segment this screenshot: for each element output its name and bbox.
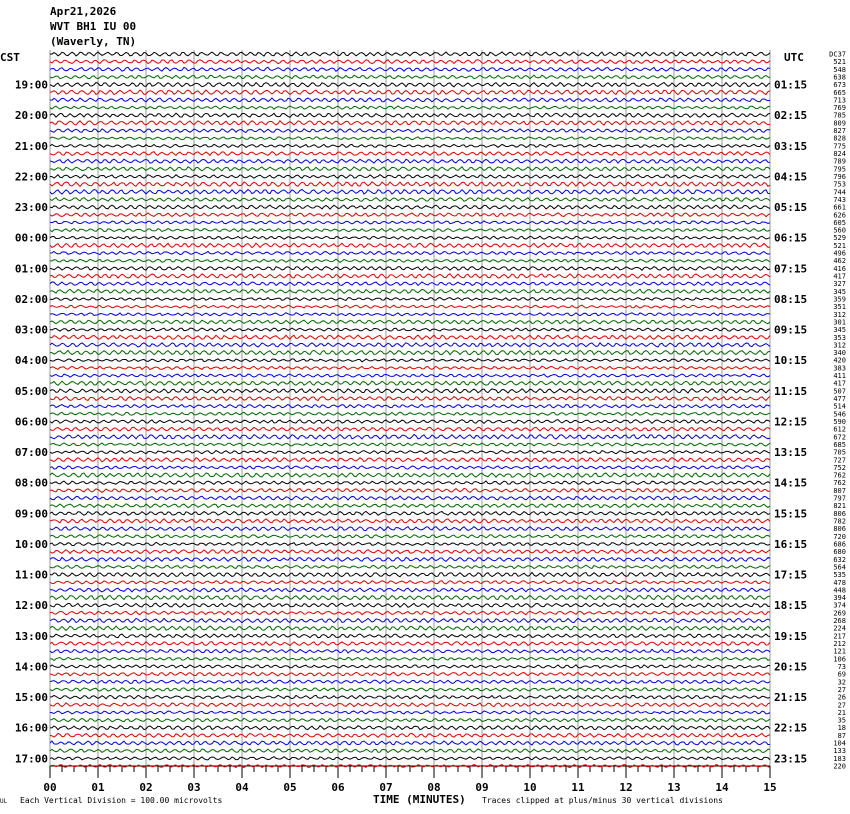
trace-rms-label: 217 [833,632,846,641]
seismic-trace [50,343,770,347]
right-hour-label: 10:15 [774,354,808,368]
seismic-trace [50,144,770,147]
trace-rms-label: 720 [833,532,846,541]
seismic-trace [50,466,770,469]
seismic-trace [50,298,770,301]
trace-rms-label: 448 [833,586,846,595]
trace-rms-label: 416 [833,264,846,273]
seismic-trace [50,626,770,630]
left-hour-label: 21:00 [14,139,48,153]
trace-rms-label: 301 [833,318,846,327]
seismic-trace [50,350,770,355]
left-hour-label: 23:00 [14,201,48,215]
x-tick-label: 15 [763,781,777,794]
trace-rms-label: 546 [833,410,846,419]
seismic-trace [50,695,770,699]
trace-rms-label: 809 [833,119,846,128]
left-hour-label: 17:00 [14,752,48,766]
seismic-trace [50,572,770,576]
left-hour-label: 16:00 [14,721,48,735]
seismic-trace [50,688,770,691]
trace-rms-label: 806 [833,509,846,518]
seismic-trace [50,221,770,224]
left-hour-label: 22:00 [14,170,48,184]
trace-rms-label: 359 [833,295,846,304]
left-hour-label: 14:00 [14,660,48,674]
left-timezone-label: CST [0,51,20,64]
trace-rms-label: 632 [833,555,846,564]
x-tick-label: 04 [235,781,249,794]
seismic-trace [50,205,770,209]
seismic-trace [50,511,770,515]
trace-rms-label: 269 [833,609,846,618]
left-hour-label: 10:00 [14,538,48,551]
trace-rms-label: 661 [833,203,846,212]
seismic-trace [50,588,770,592]
right-hour-label: 22:15 [774,721,808,735]
seismic-traces [50,52,770,768]
right-hour-label: 05:15 [774,201,808,215]
x-tick-label: 02 [139,781,153,794]
trace-rms-label: 626 [833,211,846,220]
left-hour-label: 04:00 [14,354,48,368]
trace-rms-label: 680 [833,548,846,557]
x-tick-label: 12 [619,781,633,794]
right-hour-label: 14:15 [774,476,808,490]
right-hour-label: 01:15 [774,78,808,92]
seismic-trace [50,618,770,622]
trace-rms-label: 807 [833,486,846,495]
trace-rms-label: 87 [837,731,846,740]
seismic-trace [50,374,770,377]
trace-rms-label: 35 [837,716,846,725]
seismic-trace [50,282,770,286]
seismic-trace [50,412,770,415]
seismic-trace [50,427,770,431]
trace-rms-label: 496 [833,249,846,258]
trace-rms-label: 612 [833,425,846,434]
seismic-trace [50,603,770,607]
seismic-trace [50,557,770,561]
trace-rms-label: 374 [833,601,846,610]
seismic-trace [50,581,770,584]
seismic-trace [50,305,770,308]
seismic-trace [50,335,770,339]
seismic-trace [50,634,770,638]
trace-rms-label: 26 [837,693,846,702]
right-hour-label: 16:15 [774,538,808,551]
scale-note: Each Vertical Division = 100.00 microvolts [20,796,223,805]
trace-rms-label: 828 [833,134,846,143]
trace-rms-label: 345 [833,287,846,296]
trace-rms-label: 796 [833,173,846,181]
left-hour-label: 19:00 [14,78,48,92]
trace-rms-label: 752 [833,463,846,472]
right-hour-label: 07:15 [774,262,808,276]
trace-rms-label: 797 [833,494,846,503]
trace-rms-label: 383 [833,364,846,373]
seismic-trace [50,236,770,239]
trace-rms-label: 685 [833,441,846,449]
trace-rms-label: 121 [833,647,846,656]
left-hour-label: 05:00 [14,384,48,398]
x-tick-label: 07 [379,781,393,794]
seismic-trace [50,381,770,385]
left-hour-label: 07:00 [14,446,48,460]
seismic-trace [50,152,770,156]
right-hour-label: 02:15 [774,109,808,123]
station-location: (Waverly, TN) [50,35,137,48]
seismic-trace [50,396,770,400]
trace-rms-label: 521 [833,58,846,67]
seismic-trace [50,519,770,523]
trace-rms-label: 762 [833,471,846,480]
seismic-trace [50,733,770,737]
corner-mark: UL [0,798,8,805]
x-tick-label: 10 [523,781,537,794]
left-hour-label: 12:00 [14,599,48,613]
trace-rms-label: 32 [837,678,846,687]
x-tick-label: 08 [427,781,441,794]
seismic-trace [50,726,770,730]
seismic-trace [50,550,770,554]
trace-rms-label: 514 [833,402,846,411]
seismic-trace [50,137,770,140]
x-tick-label: 05 [283,781,297,794]
seismic-trace [50,359,770,362]
trace-rms-label: 521 [833,241,846,250]
seismic-trace [50,82,770,86]
trace-rms-label: 106 [833,655,846,664]
trace-rms-label: 529 [833,234,846,243]
seismic-trace [50,198,770,202]
seismic-trace [50,213,770,217]
seismic-trace [50,404,770,408]
seismic-trace [50,435,770,440]
left-hour-label: 00:00 [14,231,48,245]
right-timezone-label: UTC [784,51,804,64]
trace-rms-label: 104 [833,739,846,748]
trace-rms-label: 743 [833,196,846,204]
trace-rms-label: 351 [833,303,846,312]
trace-rms-label: 507 [833,387,846,396]
seismic-trace [50,451,770,454]
seismic-trace [50,175,770,179]
seismic-trace [50,159,770,163]
trace-rms-label: 821 [833,502,846,511]
seismic-trace [50,320,770,324]
seismic-trace [50,274,770,278]
trace-rms-label: 394 [833,594,846,603]
seismic-trace [50,481,770,484]
trace-rms-label: 775 [833,142,846,151]
trace-rms-label: 420 [833,356,846,365]
seismic-trace [50,67,770,71]
seismic-trace [50,657,770,660]
seismic-trace [50,251,770,254]
right-hour-label: 11:15 [774,384,808,398]
right-hour-label: 19:15 [774,629,808,643]
seismic-trace [50,718,770,722]
trace-rms-label: 27 [837,685,846,694]
trace-rms-label: 769 [833,104,846,113]
seismic-trace [50,266,770,270]
seismic-trace [50,182,770,187]
trace-rms-label: 744 [833,188,846,197]
seismic-trace [50,90,770,95]
seismic-trace [50,488,770,492]
seismic-trace [50,741,770,745]
left-hour-label: 11:00 [14,568,48,582]
trace-rms-label: 753 [833,180,846,189]
right-hour-label: 04:15 [774,170,808,184]
trace-rms-label: 353 [833,333,846,342]
seismic-trace [50,228,770,231]
trace-rms-label: 345 [833,326,846,335]
seismic-trace [50,75,770,79]
right-hour-label: 23:15 [774,752,808,766]
trace-rms-label: 782 [833,517,846,526]
trace-rms-label: 590 [833,418,846,426]
x-tick-label: 01 [91,781,105,794]
trace-rms-label: 327 [833,280,846,289]
right-hour-label: 06:15 [774,231,808,245]
seismic-trace [50,129,770,133]
seismic-trace [50,542,770,545]
seismic-trace [50,611,770,615]
seismic-trace [50,665,770,668]
left-hour-label: 03:00 [14,323,48,337]
right-hour-label: 20:15 [774,660,808,674]
trace-rms-label: 564 [833,563,846,572]
seismic-trace [50,749,770,753]
seismic-trace [50,504,770,508]
trace-rms-label: 312 [833,310,846,319]
seismic-trace [50,289,770,293]
trace-rms-label: 212 [833,640,846,648]
seismic-trace [50,259,770,262]
trace-rms-label: 411 [833,372,846,380]
trace-rms-label: 224 [833,624,846,633]
left-hour-label: 09:00 [14,507,48,521]
trace-rms-label: 713 [833,96,846,105]
trace-rms-label: 638 [833,73,846,82]
seismic-trace [50,328,770,331]
left-hour-label: 08:00 [14,476,48,490]
left-hour-label: 06:00 [14,415,48,429]
seismic-trace [50,313,770,316]
seismic-trace [50,60,770,64]
seismic-trace [50,106,770,109]
seismic-trace [50,711,770,714]
x-tick-label: 06 [331,781,345,794]
trace-rms-label: 220 [833,762,846,771]
trace-rms-label: 18 [837,724,846,733]
trace-rms-label: 548 [833,65,846,74]
trace-rms-label: 824 [833,150,846,158]
trace-rms-label: 417 [833,379,846,388]
left-hour-label: 20:00 [14,109,48,123]
seismic-trace [50,527,770,531]
x-tick-label: 14 [715,781,729,794]
right-hour-label: 15:15 [774,507,808,521]
seismic-trace [50,642,770,646]
right-hour-label: 17:15 [774,568,808,582]
seismic-trace [50,113,770,117]
trace-rms-label: 27 [837,701,846,710]
seismic-trace [50,167,770,171]
x-tick-label: 00 [43,781,57,794]
left-hour-label: 15:00 [14,691,48,705]
trace-rms-label: 69 [837,670,846,679]
trace-rms-label: 462 [833,257,846,266]
seismic-trace [50,420,770,424]
trace-rms-label: 672 [833,433,846,442]
trace-rms-label: DC37 [829,50,846,59]
trace-rms-label: 417 [833,272,846,281]
trace-rms-label: 795 [833,165,846,174]
seismic-trace [50,757,770,760]
trace-rms-label: 478 [833,578,846,587]
station-code: WVT BH1 IU 00 [50,20,137,33]
seismic-trace [50,473,770,477]
right-hour-label: 13:15 [774,446,808,460]
left-hour-label: 02:00 [14,293,48,306]
trace-rms-label: 727 [833,456,846,465]
trace-rms-label: 183 [833,754,846,763]
trace-rms-label: 477 [833,395,846,403]
trace-rms-label: 312 [833,341,846,350]
x-tick-label: 03 [187,781,201,794]
trace-rms-label: 340 [833,349,846,358]
seismic-trace [50,98,770,102]
x-tick-label: 13 [667,781,681,794]
seismic-trace [50,649,770,653]
left-hour-label: 01:00 [14,262,48,276]
left-hour-label: 13:00 [14,629,48,643]
seismic-trace [50,443,770,446]
trace-rms-label: 560 [833,226,846,235]
seismic-trace [50,595,770,599]
trace-rms-label: 785 [833,111,846,120]
right-hour-label: 03:15 [774,139,808,153]
right-hour-label: 09:15 [774,323,808,337]
trace-rms-label: 665 [833,88,846,97]
trace-rms-label: 762 [833,479,846,488]
x-tick-label: 09 [475,781,489,794]
seismic-trace [50,496,770,500]
trace-rms-label: 673 [833,81,846,90]
seismic-trace [50,243,770,247]
trace-rms-label: 605 [833,218,846,227]
trace-rms-label: 133 [833,747,846,756]
trace-rms-label: 827 [833,127,846,136]
right-hour-label: 08:15 [774,293,808,306]
trace-rms-label: 21 [837,708,846,717]
seismic-trace [50,389,770,393]
trace-rms-label: 789 [833,157,846,166]
seismic-trace [50,703,770,707]
trace-rms-label: 686 [833,540,846,549]
seismic-trace [50,565,770,568]
right-hour-label: 21:15 [774,691,808,705]
seismic-trace [50,52,770,56]
seismic-trace [50,190,770,195]
right-hour-label: 18:15 [774,599,808,613]
seismic-trace [50,366,770,369]
x-tick-label: 11 [571,781,585,794]
trace-rms-label: 535 [833,571,846,580]
right-hour-label: 12:15 [774,415,808,429]
seismic-trace [50,458,770,462]
seismic-trace [50,672,770,676]
trace-rms-label: 73 [837,663,846,671]
trace-rms-label: 806 [833,525,846,534]
trace-rms-label: 268 [833,617,846,625]
x-axis-title: TIME (MINUTES) [373,793,466,806]
seismic-trace [50,680,770,683]
seismic-trace [50,535,770,538]
clip-note: Traces clipped at plus/minus 30 vertical divisions [482,796,723,805]
plot-date: Apr21,2026 [50,5,117,18]
trace-rms-label: 705 [833,448,846,457]
seismic-trace [50,121,770,125]
